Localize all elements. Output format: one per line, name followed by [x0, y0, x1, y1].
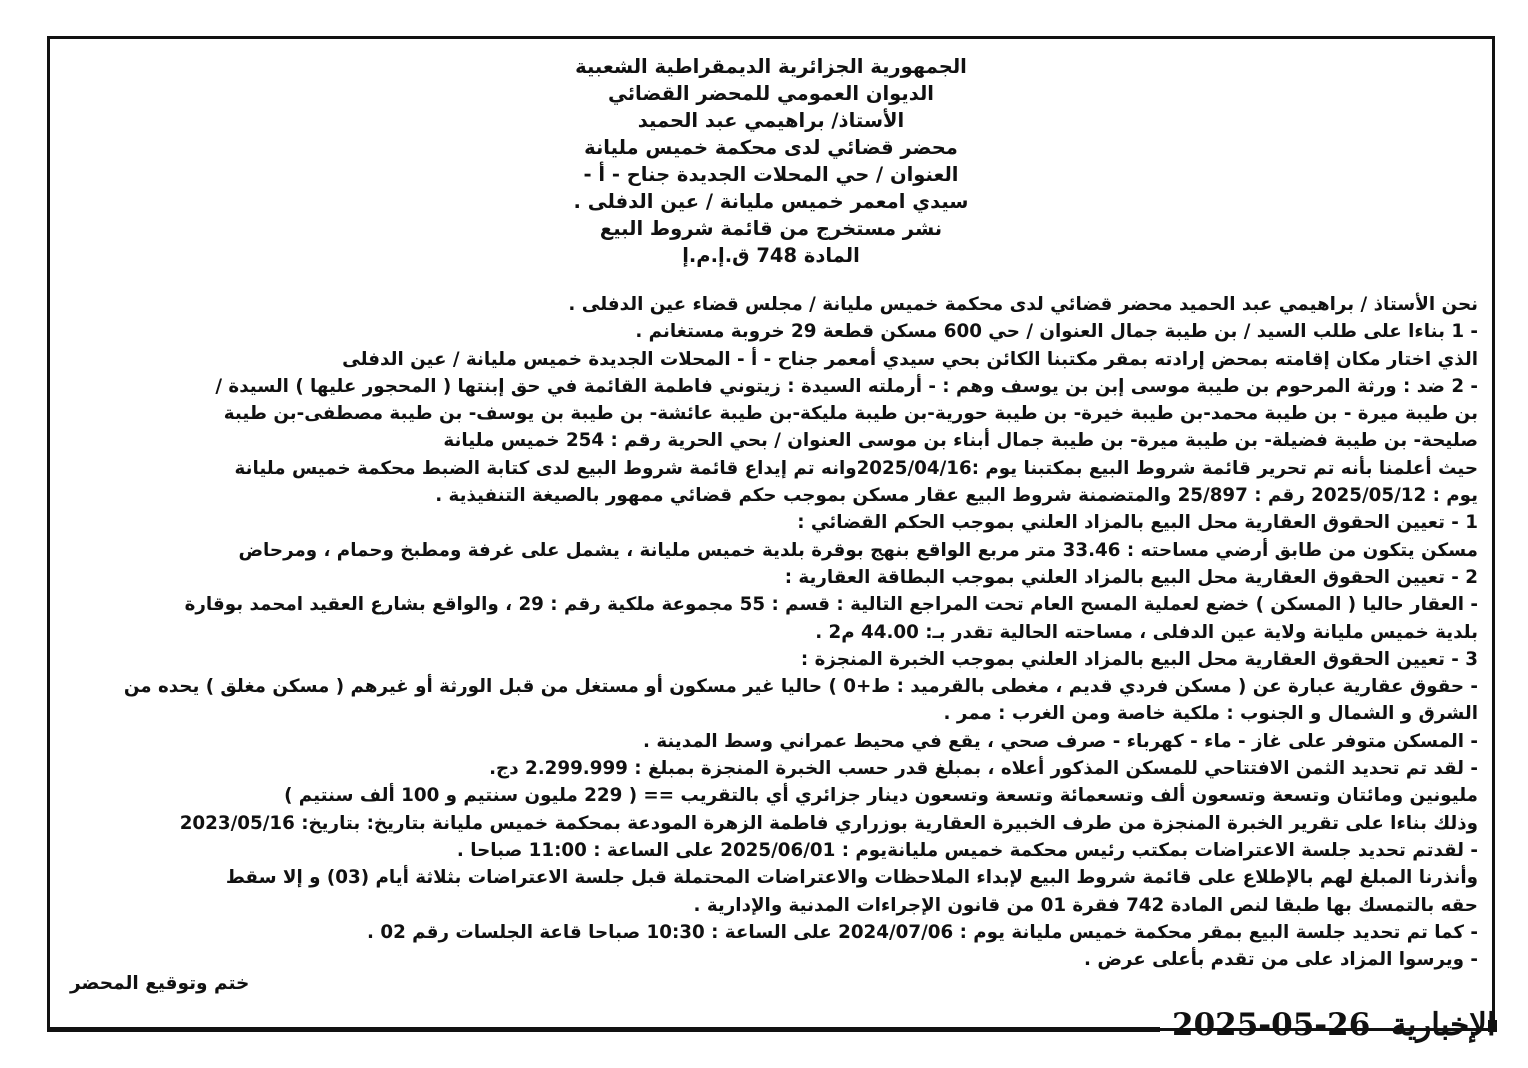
body-line: 1 - تعيين الحقوق العقارية محل البيع بالمزاد العلني بموجب الحكم القضائي : [797, 512, 1478, 534]
body-line: بن طيبة ميرة - بن طيبة محمد-بن طيبة خيرة- بن طيبة حورية-بن طيبة مليكة-بن طيبة عائشة- بن طيبة بن يوسف- بن طيبة مصطفى-بن طيبة [223, 403, 1478, 425]
footer-publication: الإخبارية [1391, 1007, 1496, 1043]
body-line: حيث أعلمنا بأنه تم تحرير قائمة شروط البيع بمكتبنا يوم :2025/04/16وانه تم إيداع قائمة شروط البيع لدى كتابة الضبط محكمة خميس مليانة [234, 457, 1478, 479]
body-line: - 1 بناءا على طلب السيد / بن طيبة جمال العنوان / حي 600 مسكن قطعة 29 خروبة مستغانم . [635, 321, 1478, 343]
body-line: بلدية خميس مليانة ولاية عين الدفلى ، مساحته الحالية تقدر بـ: 44.00 م2 . [815, 621, 1478, 643]
body-line: وذلك بناءا على تقرير الخبرة المنجزة من طرف الخبيرة العقارية بوزراري فاطمة الزهرة المودعة بمحكمة خميس مليانة بتاريخ: بتاريخ: 2023/05/16 [179, 812, 1478, 834]
body-line: - حقوق عقارية عبارة عن ( مسكن فردي قديم ، مغطى بالقرميد : ط+0 ) حاليا غير مسكون أو مستغل من قبل الورثة أو غيرهم ( مسكن مغلق ) يحده من [123, 676, 1478, 698]
footer-rule [47, 1027, 1160, 1032]
notice-body [68, 291, 1478, 973]
signature-label: ختم وتوقيع المحضر [70, 973, 250, 994]
header-bailiff-name: الأستاذ/ براهيمي عبد الحميد [637, 109, 905, 132]
notice-frame [47, 36, 1495, 1031]
body-line: يوم : 2025/05/12 رقم : 25/897 والمتضمنة شروط البيع عقار مسكن بموجب حكم قضائي ممهور بالصيغة التنفيذية . [435, 485, 1478, 507]
body-line: - المسكن متوفر على غاز - ماء - كهرباء - صرف صحي ، يقع في محيط عمراني وسط المدينة . [643, 730, 1478, 752]
notice-header [50, 53, 1492, 269]
body-line: - العقار حاليا ( المسكن ) خضع لعملية المسح العام تحت المراجع التالية : قسم : 55 مجموعة ملكية رقم : 29 ، والواقع بشارع العقيد امحمد بوقارة [184, 594, 1478, 616]
header-office: الديوان العمومي للمحضر القضائي [607, 82, 934, 105]
body-line: الذي اختار مكان إقامته بمحض إرادته بمقر مكتبنا الكائن بحي سيدي أمعمر جناح - أ - المحلات الجديدة خميس مليانة / عين الدفلى [342, 348, 1478, 370]
body-line: - 2 ضد : ورثة المرحوم بن طيبة موسى إبن بن يوسف وهم : - أرملته السيدة : زيتوني فاطمة القائمة في حق إبنتها ( المحجور عليها ) السيدة / [215, 375, 1478, 397]
footer-date: 2025-05-26 [1172, 1007, 1371, 1043]
body-line: الشرق و الشمال و الجنوب : ملكية خاصة ومن الغرب : ممر . [943, 703, 1478, 725]
body-line: مليونين ومائتان وتسعة وتسعون ألف وتسعمائة وتسعة وتسعون دينار جزائري أي بالتقريب == ( 229 مليون سنتيم و 100 ألف سنتيم ) [284, 785, 1478, 807]
header-article: المادة 748 ق.إ.م.إ [682, 244, 860, 267]
header-subject: نشر مستخرج من قائمة شروط البيع [599, 217, 943, 240]
body-line: - كما تم تحديد جلسة البيع بمقر محكمة خميس مليانة يوم : 2024/07/06 على الساعة : 10:30 صباحا قاعة الجلسات رقم 02 . [367, 921, 1478, 943]
header-court: محضر قضائي لدى محكمة خميس مليانة [584, 136, 958, 159]
body-line: - لقدتم تحديد جلسة الاعتراضات بمكتب رئيس محكمة خميس مليانةيوم : 2025/06/01 على الساعة : 11:00 صباحا . [456, 839, 1478, 861]
body-line: وأنذرنا المبلغ لهم بالإطلاع على قائمة شروط البيع لإبداء الملاحظات والاعتراضات المحتملة قبل جلسة الاعتراضات بثلاثة أيام (03) و إلا سقط [225, 867, 1478, 889]
body-line: - لقد تم تحديد الثمن الافتتاحي للمسكن المذكور أعلاه ، بمبلغ قدر حسب الخبرة المنجزة بمبلغ : 2.299.999 دج. [489, 758, 1478, 780]
body-line: 3 - تعيين الحقوق العقارية محل البيع بالمزاد العلني بموجب الخبرة المنجزة : [800, 648, 1478, 670]
header-city: سيدي امعمر خميس مليانة / عين الدفلى . [573, 190, 969, 213]
body-line: نحن الأستاذ / براهيمي عبد الحميد محضر قضائي لدى محكمة خميس مليانة / مجلس قضاء عين الدفلى . [568, 294, 1478, 315]
body-line: - ويرسوا المزاد على من تقدم بأعلى عرض . [1084, 949, 1478, 971]
footer-label [1172, 1007, 1496, 1047]
body-line: صليحة- بن طيبة فضيلة- بن طيبة ميرة- بن طيبة جمال أبناء بن موسى العنوان / بحي الحرية رقم : 254 خميس مليانة [443, 430, 1478, 452]
body-line: حقه بالتمسك بها طبقا لنص المادة 742 فقرة 01 من قانون الإجراءات المدنية والإدارية . [693, 894, 1478, 916]
body-line: 2 - تعيين الحقوق العقارية محل البيع بالمزاد العلني بموجب البطاقة العقارية : [784, 566, 1478, 588]
header-country: الجمهورية الجزائرية الديمقراطية الشعبية [575, 55, 967, 78]
header-address: العنوان / حي المحلات الجديدة جناح - أ - [583, 163, 959, 186]
body-line: مسكن يتكون من طابق أرضي مساحته : 33.46 متر مربع الواقع بنهج بوقرة بلدية خميس مليانة ، يشمل على غرفة ومطبخ وحمام ، ومرحاض [238, 539, 1478, 561]
